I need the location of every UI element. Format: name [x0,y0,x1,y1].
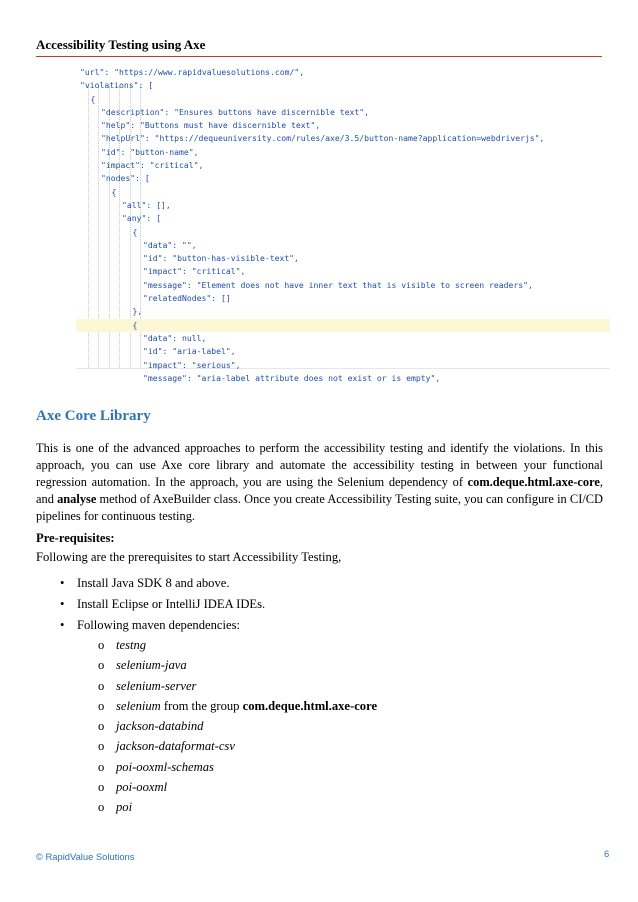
code-line [76,319,610,332]
code-text: "id": "aria-label", [143,346,236,357]
code-text: "nodes": [ [101,173,150,184]
circle-bullet-icon: o [98,759,105,774]
intro-paragraph [36,440,603,525]
code-screenshot [76,66,610,383]
code-text: { [90,93,96,104]
bullet-icon: • [60,618,65,632]
code-line [76,159,610,172]
list-item [98,780,377,800]
code-line [76,292,610,305]
code-line [76,359,610,372]
para-bold-2: analyse [57,492,97,506]
dependency-name: poi [116,800,133,815]
circle-bullet-icon: o [98,638,105,652]
dependency-name: selenium-server [116,678,197,693]
code-line [76,119,610,132]
code-text: "all": [], [122,199,171,210]
prereq-intro: Following are the prerequisites to start Accessibility Testing, [36,550,342,564]
code-line [76,79,610,92]
code-line [76,372,610,385]
code-line [76,146,610,159]
code-text: "any": [ [122,213,161,224]
dependency-group: com.deque.html.axe-core [242,698,378,713]
code-line [76,332,610,345]
prereq-title: Pre-requisites: [36,531,115,545]
code-line [76,106,610,119]
list-item [98,638,377,658]
bullet-icon: • [60,597,65,611]
bullet-icon: • [60,576,65,590]
maven-dependency-list [98,638,377,821]
list-item [98,699,377,719]
list-item [60,597,265,618]
code-line [76,252,610,265]
bullet-text: Install Java SDK 8 and above. [77,576,230,590]
dependency-name: jackson-dataformat-csv [116,739,235,754]
circle-bullet-icon: o [98,658,105,673]
code-text: { [132,319,138,330]
header-title: Accessibility Testing using Axe [36,37,206,52]
code-text: "impact": "critical", [101,160,204,171]
code-line [76,93,610,106]
dependency-name: selenium [116,698,161,713]
circle-bullet-icon: o [98,719,105,734]
circle-bullet-icon: o [98,800,105,815]
para-bold-1: com.deque.html.axe-core [467,475,600,489]
code-text: "data": null, [143,332,207,343]
bullet-text: Following maven dependencies: [77,618,240,632]
page-number: 6 [604,848,610,859]
code-line [76,226,610,239]
code-line [76,305,610,318]
dependency-name: jackson-databind [116,719,204,734]
code-line [76,66,610,79]
code-line [76,345,610,358]
prereq-bullet-list [60,576,265,639]
code-text: }, [132,306,143,317]
dependency-name: poi-ooxml [116,780,168,795]
code-line [76,212,610,225]
footer-copyright: © RapidValue Solutions [36,851,135,862]
circle-bullet-icon: o [98,678,105,693]
code-line [76,279,610,292]
dependency-name: testng [116,638,147,652]
para-text-2: , and [36,475,603,506]
code-text: "id": "button-name", [101,146,199,157]
code-text: { [132,226,138,237]
page-header [36,37,602,57]
code-line [76,265,610,278]
list-item [98,658,377,678]
dependency-name: selenium-java [116,658,187,673]
code-line [76,172,610,185]
code-text: "helpUrl": "https://dequeuniversity.com/rules/axe/3.5/button-name?application=webdriverjs", [101,133,545,144]
para-text-1: This is one of the advanced approaches to perform the accessibility testing and identify the violations. In this approach, you can use Axe core library and automate the accessibility testing in between your functional regression automation. In the approach, you are using the Selenium dependency of [36,441,603,489]
list-item [98,800,377,820]
code-text: "id": "button-has-visible-text", [143,253,299,264]
list-item [60,576,265,597]
code-text: "relatedNodes": [] [143,293,231,304]
circle-bullet-icon: o [98,739,105,754]
code-text: "message": "aria-label attribute does not exist or is empty", [143,372,441,383]
circle-bullet-icon: o [98,780,105,795]
list-item [98,719,377,739]
code-line [76,239,610,252]
para-text-3: method of AxeBuilder class. Once you create Accessibility Testing suite, you can configure in CI/CD pipelines for continuous testing. [36,492,603,523]
section-title: Axe Core Library [36,408,151,424]
dependency-note: from the group [160,698,243,713]
circle-bullet-icon: o [98,698,105,713]
bullet-text: Install Eclipse or IntelliJ IDEA IDEs. [77,597,266,611]
code-text: "description": "Ensures buttons have discernible text", [101,106,370,117]
list-item [60,618,265,639]
list-item [98,679,377,699]
code-line [76,186,610,199]
code-line [76,199,610,212]
code-text: { [111,186,117,197]
code-text: "message": "Element does not have inner text that is visible to screen readers", [143,279,533,290]
dependency-name: poi-ooxml-schemas [116,759,214,774]
list-item [98,760,377,780]
code-text: "impact": "critical", [143,266,246,277]
code-line [76,132,610,145]
code-text: "help": "Buttons must have discernible text", [101,120,321,131]
code-text: "impact": "serious", [143,359,241,370]
code-text: "url": "https://www.rapidvaluesolutions.com/", [80,67,305,77]
code-text: "violations": [ [80,80,154,91]
code-text: "data": "", [143,239,197,250]
list-item [98,739,377,759]
